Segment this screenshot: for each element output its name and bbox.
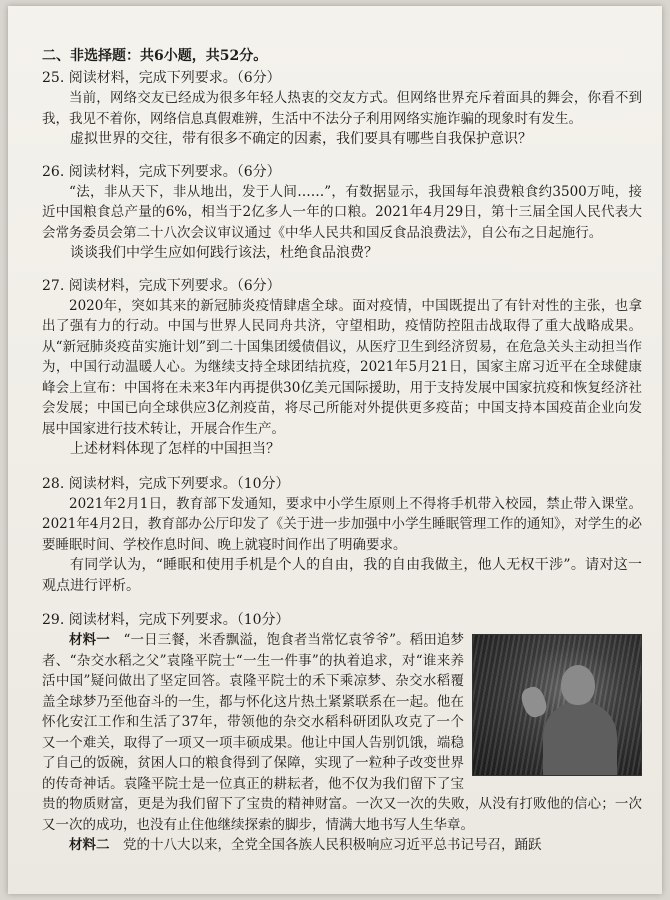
question-25 — [42, 68, 642, 150]
material-paragraph: “法，非从天下，非从地出，发于人间……”，有数据显示，我国每年浪费粮食约3500万吨，接近中国粮食总产量的6%，相当于2亿多人一年的口粮。2021年4月29日，第十三届全国人民代表大会常务委员会第二十八次会议审议通过《中华人民共和国反食品浪费法》，自公布之日起施行。 — [42, 183, 642, 241]
section-heading: 二、非选择题：共6小题，共52分。 — [42, 48, 268, 64]
material-two-text: 党的十八大以来，全党全国各族人民积极响应习近平总书记号召，踊跃 — [123, 837, 542, 853]
material-two-label: 材料二 — [69, 837, 110, 853]
question-head: 28. 阅读材料，完成下列要求。（10分） — [42, 475, 290, 492]
question-27 — [42, 276, 642, 460]
question-prompt: 有同学认为，“睡眠和使用手机是个人的自由，我的自由我做主，他人无权干涉”。请对这一观点进行评析。 — [42, 557, 642, 594]
yuan-longping-photo — [472, 634, 642, 776]
question-prompt: 谈谈我们中学生应如何践行该法，杜绝食品浪费？ — [70, 245, 378, 261]
question-28 — [42, 474, 642, 597]
material-paragraph: 2021年2月1日，教育部下发通知，要求中小学生原则上不得将手机带入校园，禁止带入课堂。2021年4月2日，教育部办公厅印发了《关于进一步加强中小学生睡眠管理工作的通知》，对学生的必要睡眠时间、学校作息时间、晚上就寝时间作出了明确要求。 — [42, 495, 642, 553]
question-29 — [42, 610, 642, 856]
question-prompt: 上述材料体现了怎样的中国担当？ — [70, 441, 280, 457]
material-one-label: 材料一 — [69, 632, 110, 648]
exam-page — [8, 6, 662, 894]
photo-figure-body — [543, 701, 617, 776]
material-two-paragraph — [42, 835, 642, 856]
material-paragraph: 当前，网络交友已经成为很多年轻人热衷的交友方式。但网络世界充斥着面具的舞会，你看不到我，我见不着你，网络信息真假难辨，生活中不法分子利用网络实施诈骗的现象时有发生。 — [42, 90, 642, 127]
question-head: 25. 阅读材料，完成下列要求。（6分） — [42, 70, 281, 86]
material-one-block — [42, 630, 642, 835]
question-head: 26. 阅读材料，完成下列要求。（6分） — [42, 163, 281, 180]
question-head: 29. 阅读材料，完成下列要求。（10分） — [42, 612, 290, 628]
question-26 — [42, 162, 642, 264]
photo-figure-head — [561, 665, 595, 705]
question-head: 27. 阅读材料，完成下列要求。（6分） — [42, 277, 281, 294]
material-one-text: “一日三餐，米香飘溢，饱食者当常忆袁爷爷”。稻田追梦者、“杂交水稻之父”袁隆平院士“一生一件事”的执着追求，对“谁来养活中国”疑问做出了坚定回答。袁隆平院士的禾下乘凉梦、杂交水稻覆盖全球梦乃至他奋斗的一生，都与怀化这片热土紧紧联系在一起。他在怀化安江工作和生活了37年，带领他的杂交水稻科研团队攻克了一个又一个难关，取得了一项又一项丰硕成果。他让中国人告别饥饿，端稳了自己的饭碗，贫困人口的粮食得到了保障，实现了一粒种子改变世界的传奇神话。袁隆平院士是一位真正的耕耘者，他不仅为我们留下了宝贵的物质财富，更是为我们留下了宝贵的精神财富。一次又一次的失败，从没有打败他的信心；一次又一次的成功，也没有止住他继续探索的脚步，情满大地书写人生华章。 — [42, 632, 642, 833]
page-content — [42, 46, 642, 856]
material-paragraph: 2020年，突如其来的新冠肺炎疫情肆虐全球。面对疫情，中国既提出了有针对性的主张，也拿出了强有力的行动。中国与世界人民同舟共济，守望相助，疫情防控阻击战取得了重大战略成果。从“新冠肺炎疫苗实施计划”到二十国集团缓债倡议，从医疗卫生到经济贸易，在危急关头主动担当作为，中国行动温暖人心。为继续支持全球团结抗疫，2021年5月21日，国家主席习近平在全球健康峰会上宣布：中国将在未来3年内再提供30亿美元国际援助，用于支持发展中国家抗疫和恢复经济社会发展；中国已向全球供应3亿剂疫苗，将尽己所能对外提供更多疫苗；中国支持本国疫苗企业向发展中国家进行技术转让，开展合作生产。 — [42, 297, 642, 437]
question-prompt: 虚拟世界的交往，带有很多不确定的因素，我们要具有哪些自我保护意识？ — [70, 131, 532, 147]
